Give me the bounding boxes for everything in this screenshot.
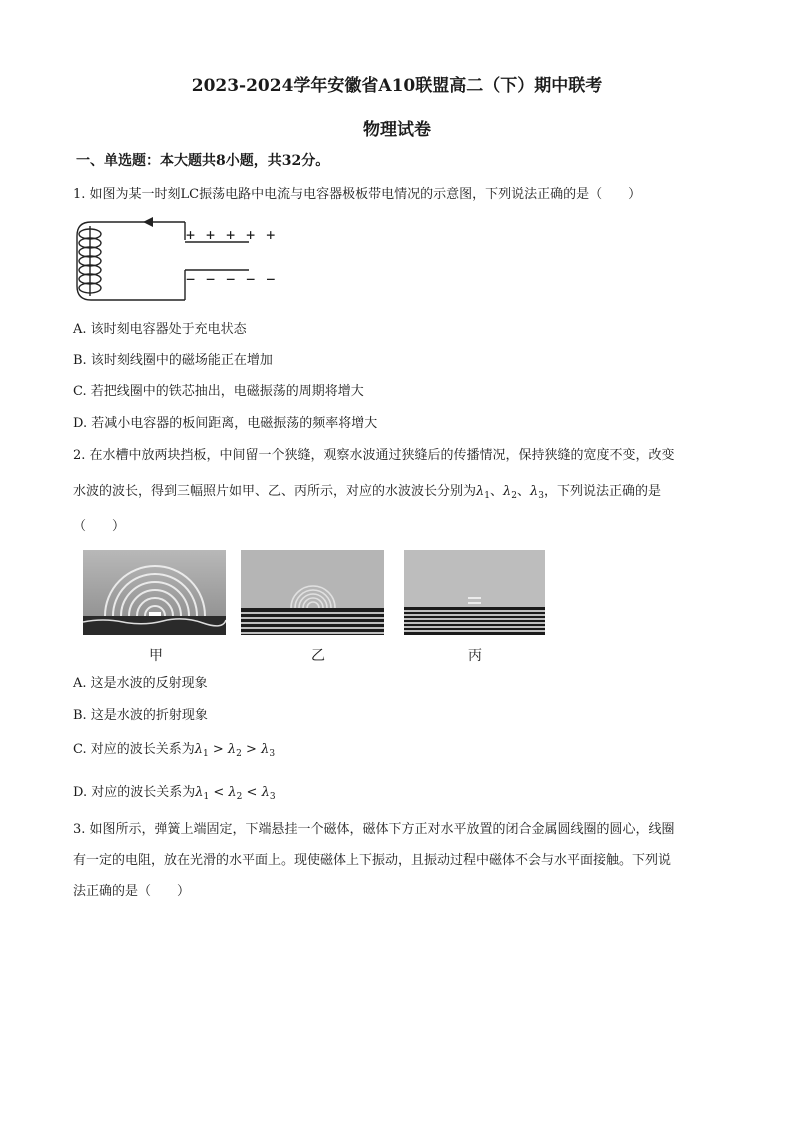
q1-option-c: C. 若把线圈中的铁芯抽出，电磁振荡的周期将增大 <box>73 384 364 399</box>
q1-option-b: B. 该时刻线圈中的磁场能正在增加 <box>73 353 273 368</box>
q3-stem-line1: 3. 如图所示，弹簧上端固定，下端悬挂一个磁体，磁体下方正对水平放置的闭合金属圆线圈的圆心，线圈 <box>73 822 675 837</box>
q1-option-a: A. 该时刻电容器处于充电状态 <box>73 322 247 337</box>
section-heading: 一、单选题：本大题共8小题，共32分。 <box>76 153 330 169</box>
q1-option-d: D. 若减小电容器的板间距离，电磁振荡的频率将增大 <box>73 416 378 431</box>
q2-stem-line3: （ ） <box>73 519 126 534</box>
caption-yi: 乙 <box>311 648 325 664</box>
q2-stem-line1: 2. 在水槽中放两块挡板，中间留一个狭缝，观察水波通过狭缝后的传播情况，保持狭缝的宽度不变，改变 <box>73 448 675 463</box>
photo-yi <box>241 550 384 635</box>
photo-bing <box>404 550 545 635</box>
page-subtitle: 物理试卷 <box>363 120 431 140</box>
q2-stem-line2: 水波的波长，得到三幅照片如甲、乙、丙所示，对应的水波波长分别为$\lambda_1$、$\lambda_2$、$\lambda_3$，下列说法正确的是 <box>73 484 662 501</box>
q2-option-c: C. 对应的波长关系为$\lambda_1 > \lambda_2 > \lambda_3$ <box>73 742 276 759</box>
negative-plate-charges: − − − − − <box>186 270 277 288</box>
photo-jia <box>83 550 226 635</box>
q2-option-b: B. 这是水波的折射现象 <box>73 708 208 723</box>
q2-option-d: D. 对应的波长关系为$\lambda_1 < \lambda_2 < \lambda_3$ <box>73 785 276 802</box>
caption-jia: 甲 <box>149 648 163 664</box>
q3-stem-line3: 法正确的是（ ） <box>73 884 191 899</box>
page-title: 2023-2024学年安徽省A10联盟高二（下）期中联考 <box>191 76 603 96</box>
q2-option-a: A. 这是水波的反射现象 <box>73 676 208 691</box>
caption-bing: 丙 <box>468 648 482 664</box>
q1-stem: 1. 如图为某一时刻LC振荡电路中电流与电容器极板带电情况的示意图，下列说法正确的是（ ） <box>73 187 642 202</box>
current-arrow-icon <box>143 217 153 227</box>
q3-stem-line2: 有一定的电阻，放在光滑的水平面上。现使磁体上下振动，且振动过程中磁体不会与水平面接触。下列说 <box>73 853 672 868</box>
positive-plate-charges: + + + + + <box>186 226 277 244</box>
